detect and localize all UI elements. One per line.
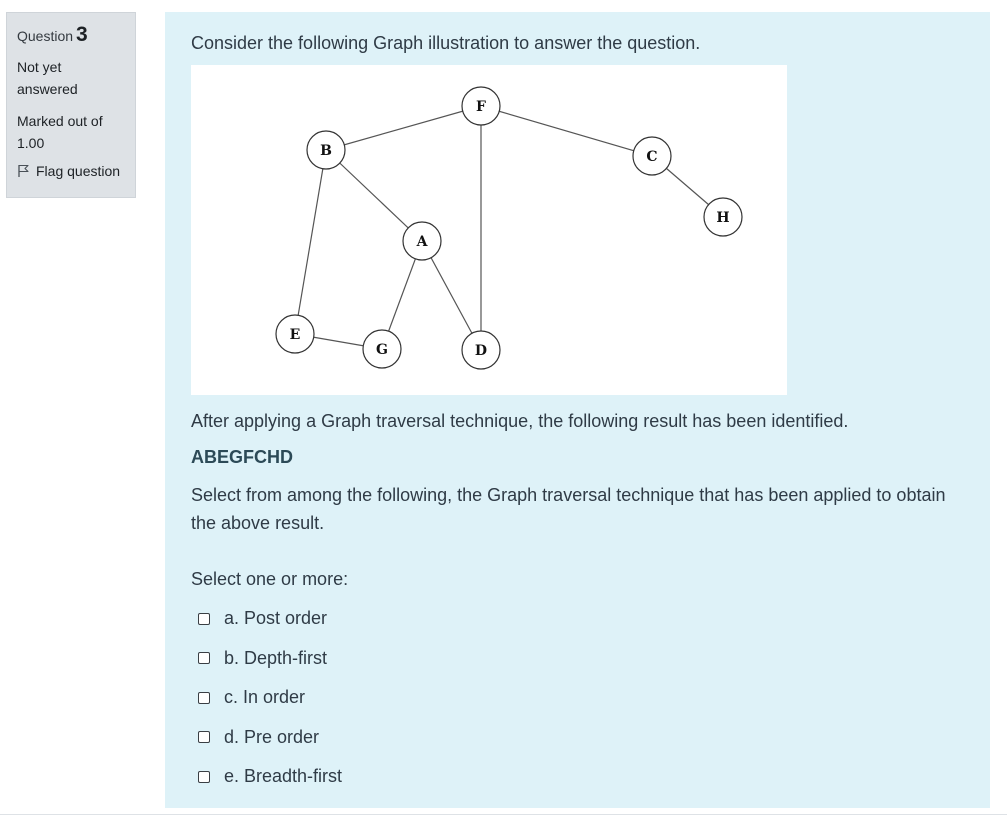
answer-label-a: a. Post order <box>224 608 328 629</box>
graph-node-b <box>307 131 345 169</box>
answer-checkbox-b[interactable] <box>198 652 210 664</box>
svg-text:B: B <box>320 143 332 159</box>
question-grade: Marked out of 1.00 <box>17 113 103 151</box>
graph-node-d <box>462 331 500 369</box>
graph-edge <box>295 150 326 334</box>
svg-text:G: G <box>376 342 388 358</box>
svg-text:H: H <box>716 210 730 226</box>
flag-question-button[interactable] <box>17 163 125 179</box>
answer-checkbox-c[interactable] <box>198 692 210 704</box>
question-info-panel <box>6 12 136 198</box>
graph-node-a <box>403 222 441 260</box>
graph-node-e <box>276 315 314 353</box>
question-number-row <box>17 23 125 48</box>
traversal-sequence: ABEGFCHD <box>191 447 293 467</box>
answer-option-a[interactable] <box>198 599 965 639</box>
answer-checkbox-d[interactable] <box>198 731 210 743</box>
answer-label-b: b. Depth-first <box>224 647 328 668</box>
answer-label-d: d. Pre order <box>224 726 320 747</box>
question-number: 3 <box>76 23 88 46</box>
answer-label-c: c. In order <box>224 687 306 708</box>
answer-option-b[interactable] <box>198 639 965 679</box>
flag-question-label: Flag question <box>36 163 121 179</box>
flag-icon <box>17 164 30 178</box>
question-state: Not yet answered <box>17 59 78 97</box>
svg-text:F: F <box>476 99 486 115</box>
graph-node-f <box>462 87 500 125</box>
svg-text:D: D <box>474 343 488 359</box>
svg-text:E: E <box>289 327 301 343</box>
graph-figure <box>191 65 787 395</box>
traversal-result-intro: After applying a Graph traversal technique, the following result has been identified. <box>191 411 849 431</box>
graph-node-g <box>363 330 401 368</box>
graph-edge <box>326 150 422 241</box>
question-word: Question <box>17 28 74 44</box>
answer-option-e[interactable] <box>198 757 965 797</box>
question-intro: Consider the following Graph illustration to answer the question. <box>191 33 701 53</box>
graph-node-h <box>704 198 742 236</box>
question-content <box>165 12 990 808</box>
graph-node-c <box>633 137 671 175</box>
graph-edge <box>481 106 652 156</box>
answer-option-c[interactable] <box>198 678 965 718</box>
select-one-or-more-label: Select one or more: <box>191 569 349 589</box>
question-prompt: Select from among the following, the Graph traversal technique that has been applied to obtain the above result. <box>191 485 946 533</box>
answer-checkbox-a[interactable] <box>198 613 210 625</box>
page-divider <box>0 814 1007 815</box>
svg-text:C: C <box>646 149 658 165</box>
answer-label-e: e. Breadth-first <box>224 766 343 787</box>
answer-option-d[interactable] <box>198 718 965 758</box>
answer-options <box>191 599 965 797</box>
graph-edge <box>326 106 481 150</box>
answer-checkbox-e[interactable] <box>198 771 210 783</box>
svg-text:A: A <box>416 234 428 250</box>
